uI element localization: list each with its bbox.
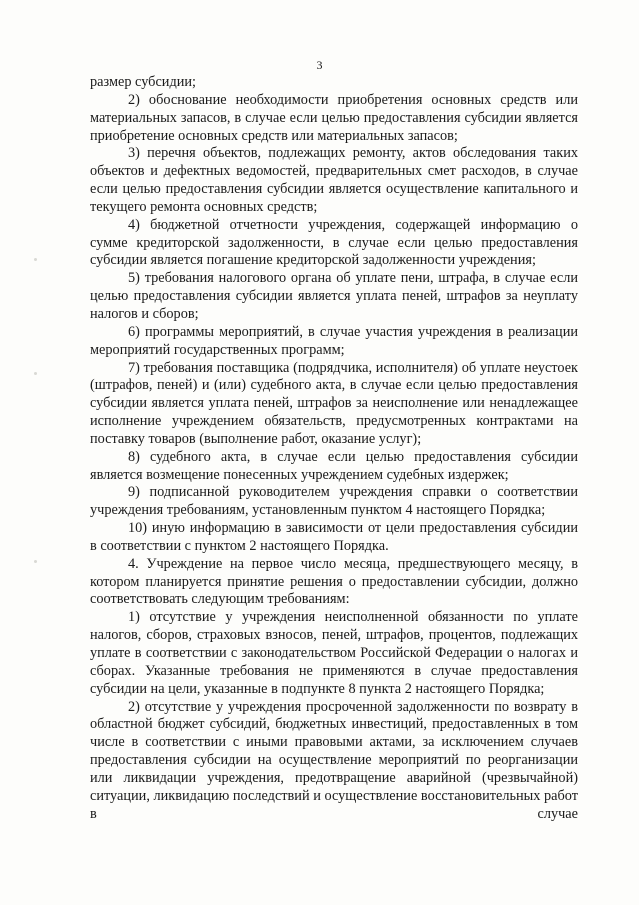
- paragraph-item-4: 4) бюджетной отчетности учреждения, содержащей информацию о сумме кредиторской задолженности, в случае если целью предоставления субсидии является погашение кредиторской задолженности учреждения;: [90, 216, 578, 269]
- paragraph-requirement-1: 1) отсутствие у учреждения неисполненной обязанности по уплате налогов, сборов, страховых взносов, пеней, штрафов, процентов, подлежащих уплате в соответствии с законодательством Российской Федерации о налогах и сборах. Указанные требования не применяются в случае предоставления субсидии на цели, указанные в подпункте 8 пункта 2 настоящего Порядка;: [90, 609, 578, 697]
- scan-speck: [34, 560, 37, 563]
- paragraph-item-2: 2) обоснование необходимости приобретения основных средств или материальных запасов, в случае если целью предоставления субсидии является приобретение основных средств или материальных запасов;: [90, 91, 578, 144]
- page-number: 3: [316, 58, 323, 72]
- paragraph-section-4: 4. Учреждение на первое число месяца, предшествующего месяцу, в котором планируется принятие решения о предоставлении субсидии, должно соответствовать следующим требованиям:: [90, 555, 578, 608]
- paragraph-requirement-2: 2) отсутствие у учреждения просроченной задолженности по возврату в областной бюджет субсидий, бюджетных инвестиций, предоставленных в том числе в соответствии с иными правовыми актами, за исключением случаев предоставления субсидии на осуществление мероприятий по реорганизации или ликвидации учреждения, предотвращение аварийной (чрезвычайной) ситуации, ликвидацию последствий и осуществление восстановительных работ в случае: [90, 698, 578, 822]
- scan-speck: [34, 372, 37, 375]
- scan-speck: [34, 258, 37, 261]
- paragraph-item-8: 8) судебного акта, в случае если целью предоставления субсидии является возмещение понесенных учреждением судебных издержек;: [90, 448, 578, 483]
- paragraph-item-3: 3) перечня объектов, подлежащих ремонту, актов обследования таких объектов и дефектных ведомостей, предварительных смет расходов, в случае если целью предоставления субсидии является осуществление капитального и текущего ремонта основных средств;: [90, 145, 578, 215]
- paragraph-item-7: 7) требования поставщика (подрядчика, исполнителя) об уплате неустоек (штрафов, пеней) и (или) судебного акта, в случае если целью предоставления субсидии является уплата пеней, штрафов за неисполнение или ненадлежащее исполнение учреждением обязательств, предусмотренных контрактами на поставку товаров (выполнение работ, оказание услуг);: [90, 359, 578, 447]
- document-body: [90, 74, 578, 823]
- paragraph-item-9: 9) подписанной руководителем учреждения справки о соответствии учреждения требованиям, установленным пунктом 4 настоящего Порядка;: [90, 484, 578, 519]
- paragraph-continuation: размер субсидии;: [90, 74, 196, 90]
- paragraph-item-10: 10) иную информацию в зависимости от цели предоставления субсидии в соответствии с пунктом 2 настоящего Порядка.: [90, 520, 578, 554]
- paragraph-item-6: 6) программы мероприятий, в случае участия учреждения в реализации мероприятий государственных программ;: [90, 323, 578, 358]
- paragraph-item-5: 5) требования налогового органа об уплате пени, штрафа, в случае если целью предоставления субсидии является уплата пеней, штрафов за неуплату налогов и сборов;: [90, 270, 578, 322]
